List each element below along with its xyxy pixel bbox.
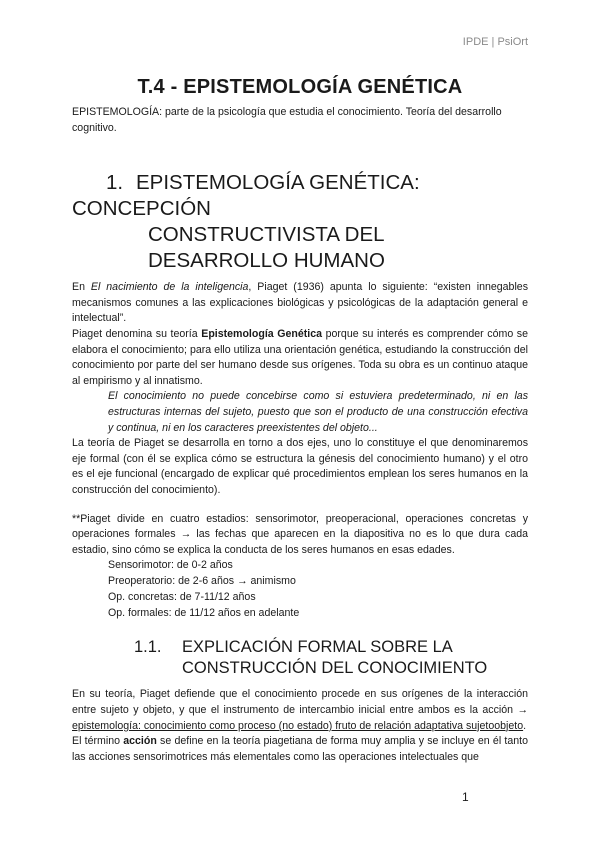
book-title: El nacimiento de la inteligencia [90,281,249,294]
underlined-text: epistemología: conocimiento como proceso (no estado) fruto de relación adaptativa sujetoobjeto [72,719,524,732]
spacer [72,499,528,512]
text: porque su interés es comprender cómo se elabora el conocimiento; para ello utiliza una orientación genética, estudiando la construcción del conocimiento por parte del ser humano desde sus orígenes. Toda su obra es un continuo ataque al empirismo y al innatismo. [72,327,528,387]
section-1-1-heading-line1 [72,637,528,658]
intro-paragraph: EPISTEMOLOGÍA: parte de la psicología que estudia el conocimiento. Teoría del desarrollo cognitivo. [72,106,502,134]
list-item: Preoperatorio: de 2-6 años → animismo [108,575,296,588]
section-number: 1. [106,171,124,195]
text: Piaget denomina su teoría [72,327,202,340]
paragraph [72,280,528,327]
block-quote: El conocimiento no puede concebirse como si estuviera predeterminado, ni en las estructuras internas del sujeto, puesto que son el producto de una construcción efectiva y continua, ni en los caracteres preexistentes del objeto... [108,390,528,434]
list-item: Sensorimotor: de 0-2 años [108,559,233,572]
section-number: 1.1. [134,638,162,657]
section-1-heading [72,170,528,274]
section-1-1-heading [72,637,528,679]
list-item: Op. concretas: de 7-11/12 años [108,590,256,603]
section-1-title-part1: EPISTEMOLOGÍA GENÉTICA: CONCEPCIÓN [72,171,420,221]
header-tag: IPDE | PsiOrt [462,36,528,48]
text: En su teoría, Piaget defiende que el conocimiento procede en sus orígenes de la interacción entre sujeto y objeto, y que el instrumento de intercambio inicial entre ambos es la acción → [72,688,528,717]
section-1-heading-line1 [72,170,528,222]
section-1-heading-line2: CONSTRUCTIVISTA DEL [148,223,385,247]
page-title: T.4 - EPISTEMOLOGÍA GENÉTICA [137,76,463,98]
section-1-1-heading-line2: CONSTRUCCIÓN DEL CONOCIMIENTO [182,659,488,678]
text: se define en la teoría piagetiana de forma muy amplia y se incluye en él tanto las acciones sensorimotrices más elementales como las operaciones intelectuales que [72,735,528,763]
stage-list [72,558,528,621]
bold-term: acción [123,735,157,748]
list-item: Op. formales: de 11/12 años en adelante [108,606,300,619]
text: . [523,719,527,732]
section-1-1-title-part1: EXPLICACIÓN FORMAL SOBRE LA [182,638,453,657]
paragraph: **Piaget divide en cuatro estadios: sensorimotor, preoperacional, operaciones concretas y operaciones formales → las fechas que aparecen en la diapositiva no es lo que dura cada estadio, sino cómo se explica la conducta de los seres humanos en esas edades. [72,512,528,556]
paragraph [72,327,528,389]
paragraph [72,687,528,734]
text: En [72,281,91,294]
text: El término [72,735,124,748]
page-number: 1 [462,790,469,804]
paragraph: La teoría de Piaget se desarrolla en torno a dos ejes, uno lo constituye el que denominaremos eje formal (con él se explica cómo se estructura la génesis del conocimiento humano) y el otro es el eje funcional (encargado de explicar qué procedimientos emplean los seres humanos en la construcción del conocimiento). [72,437,528,496]
section-1-heading-line3: DESARROLLO HUMANO [148,249,385,273]
document-body [72,72,528,765]
text: , Piaget (1936) apunta lo siguiente: “existen innegables mecanismos comunes a las explicaciones biológicas y psicológicas de la adaptación general e intelectual”. [72,281,528,325]
bold-term: Epistemología Genética [201,327,323,340]
paragraph [72,734,528,765]
